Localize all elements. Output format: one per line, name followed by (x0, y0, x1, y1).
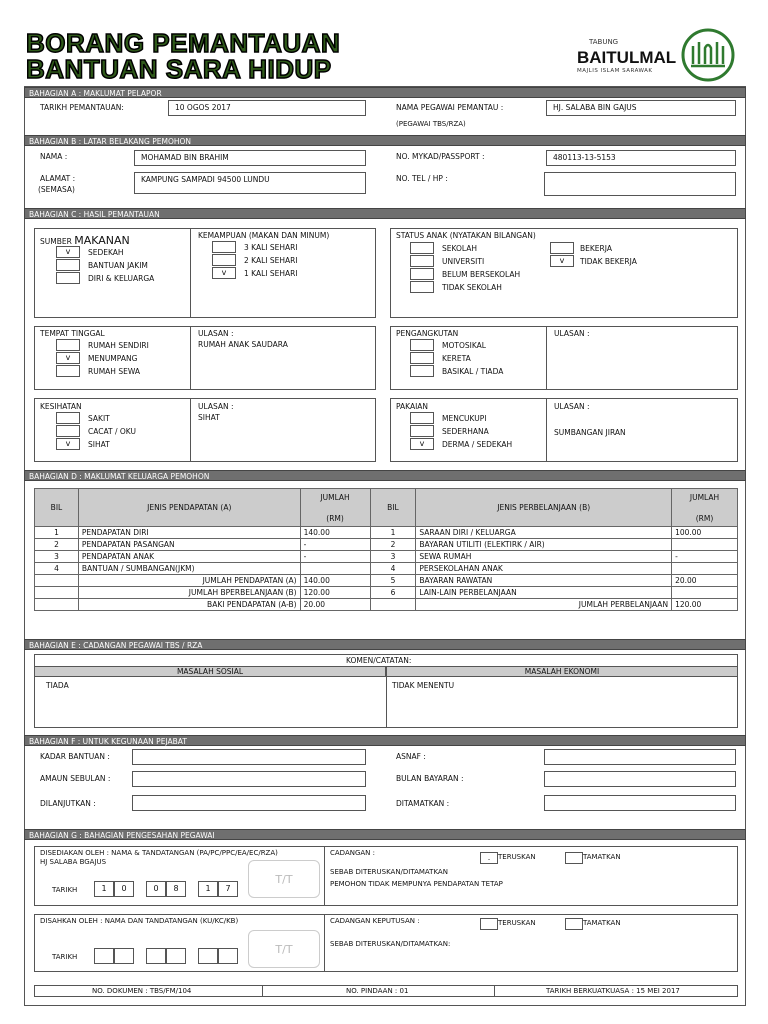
table-cell: PENDAPATAN PASANGAN (78, 539, 300, 551)
table-cell: 20.00 (300, 599, 370, 611)
amaun-field[interactable] (132, 771, 366, 787)
table-cell: 140.00 (300, 575, 370, 587)
mencukupi-checkbox[interactable] (410, 412, 434, 424)
rumah-sewa-label: RUMAH SEWA (88, 367, 140, 376)
komen-label: KOMEN/CATATAN: (346, 656, 412, 665)
cadangan-keputusan-label: CADANGAN KEPUTUSAN : (330, 917, 420, 925)
bekerja-label: BEKERJA (580, 244, 612, 253)
tamatkan-checkbox-2[interactable] (565, 918, 583, 930)
pakaian-ulasan: SUMBANGAN JIRAN (554, 428, 626, 437)
table-cell: 1 (370, 527, 416, 539)
cacat-label: CACAT / OKU (88, 427, 137, 436)
table-cell: SARAAN DIRI / KELUARGA (416, 527, 672, 539)
dilanjut-label: DILANJUTKAN : (40, 799, 96, 808)
pengangkutan-ulasan-label: ULASAN : (554, 329, 590, 338)
table-cell: 120.00 (672, 599, 738, 611)
2kali-label: 2 KALI SEHARI (244, 256, 298, 265)
table-cell: - (300, 551, 370, 563)
table-cell: LAIN-LAIN PERBELANJAAN (416, 587, 672, 599)
tempat-label: TEMPAT TINGGAL (40, 329, 105, 338)
nama-pegawai-field[interactable]: HJ. SALABA BIN GAJUS (546, 100, 736, 116)
diri-checkbox[interactable] (56, 272, 80, 284)
bulan-label: BULAN BAYARAN : (396, 774, 464, 783)
tidak-bekerja-checkbox[interactable]: v (550, 255, 574, 267)
sedekah-checkbox[interactable]: v (56, 246, 80, 258)
jumlah-b-header: JUMLAH (RM) (672, 489, 738, 527)
table-cell: BAKI PENDAPATAN (A-B) (78, 599, 300, 611)
divider (324, 914, 325, 972)
tamatkan-label-2: TAMATKAN (583, 919, 621, 927)
tamatkan-label-1: TAMATKAN (583, 853, 621, 861)
logo-top-text: TABUNG (589, 38, 619, 46)
tamatkan-checkbox-1[interactable] (565, 852, 583, 864)
table-cell: PENDAPATAN DIRI (78, 527, 300, 539)
kesihatan-label: KESIHATAN (40, 402, 82, 411)
rumah-sendiri-label: RUMAH SENDIRI (88, 341, 149, 350)
sekolah-label: SEKOLAH (442, 244, 478, 253)
table-cell: 3 (370, 551, 416, 563)
universiti-checkbox[interactable] (410, 255, 434, 267)
date-digit[interactable]: 8 (166, 881, 186, 897)
basikal-checkbox[interactable] (410, 365, 434, 377)
table-cell: 5 (370, 575, 416, 587)
1kali-checkbox[interactable]: v (212, 267, 236, 279)
teruskan-checkbox-1[interactable]: . (480, 852, 498, 864)
1kali-label: 1 KALI SEHARI (244, 269, 298, 278)
jakim-checkbox[interactable] (56, 259, 80, 271)
table-cell: JUMLAH PERBELANJAAN (416, 599, 672, 611)
teruskan-label-2: TERUSKAN (498, 919, 536, 927)
table-cell: 3 (35, 551, 79, 563)
menumpang-checkbox[interactable]: v (56, 352, 80, 364)
alamat-field[interactable]: KAMPUNG SAMPADI 94500 LUNDU (134, 172, 366, 194)
cadangan-label: CADANGAN : (330, 849, 376, 857)
table-row (35, 587, 738, 599)
section-g-header: BAHAGIAN G : BAHAGIAN PENGESAHAN PEGAWAI (24, 829, 746, 840)
no-pindaan: NO. PINDAAN : 01 (346, 987, 409, 995)
sederhana-label: SEDERHANA (442, 427, 489, 436)
divider (190, 326, 191, 390)
mencukupi-label: MENCUKUPI (442, 414, 487, 423)
divider (190, 398, 191, 462)
sederhana-checkbox[interactable] (410, 425, 434, 437)
divider (546, 398, 547, 462)
table-cell: 120.00 (300, 587, 370, 599)
sebab-label: SEBAB DITERUSKAN/DITAMATKAN (330, 868, 448, 876)
jakim-label: BANTUAN JAKIM (88, 261, 148, 270)
kesihatan-ulasan-label: ULASAN : (198, 402, 234, 411)
kereta-label: KERETA (442, 354, 471, 363)
table-cell: BAYARAN UTILITI (ELEKTIRK / AIR) (416, 539, 672, 551)
date-digit[interactable]: 7 (218, 881, 238, 897)
tarikh-label-1: TARIKH (52, 886, 78, 894)
asnaf-field[interactable] (544, 749, 736, 765)
date-digit[interactable] (166, 948, 186, 964)
sedekah-label: SEDEKAH (88, 248, 124, 257)
belum-checkbox[interactable] (410, 268, 434, 280)
jumlah-a-header: JUMLAH (RM) (300, 489, 370, 527)
table-cell: PERSEKOLAHAN ANAK (416, 563, 672, 575)
universiti-label: UNIVERSITI (442, 257, 485, 266)
table-cell: 140.00 (300, 527, 370, 539)
table-cell (672, 539, 738, 551)
nama-pegawai-label: NAMA PEGAWAI PEMANTAU : (396, 103, 504, 112)
table-cell: SEWA RUMAH (416, 551, 672, 563)
sekolah-checkbox[interactable] (410, 242, 434, 254)
derma-label: DERMA / SEDEKAH (442, 440, 513, 449)
asnaf-label: ASNAF : (396, 752, 426, 761)
table-cell: JUMLAH BPERBELANJAAN (B) (78, 587, 300, 599)
section-c-header: BAHAGIAN C : HASIL PEMANTAUAN (24, 208, 746, 219)
table-cell: PENDAPATAN ANAK (78, 551, 300, 563)
title-line-2: BANTUAN SARA HIDUP (26, 54, 332, 84)
tempat-ulasan: RUMAH ANAK SAUDARA (198, 340, 288, 349)
alamat-label: ALAMAT : (40, 174, 76, 183)
status-anak-label: STATUS ANAK (NYATAKAN BILANGAN) (396, 231, 536, 240)
tarikh-pemantauan-field[interactable]: 10 OGOS 2017 (168, 100, 366, 116)
bekerja-checkbox[interactable] (550, 242, 574, 254)
nama-field[interactable]: MOHAMAD BIN BRAHIM (134, 150, 366, 166)
logo-bottom-text: MAJLIS ISLAM SARAWAK (577, 68, 653, 74)
pendapatan-header: JENIS PENDAPATAN (A) (78, 489, 300, 527)
teruskan-label-1: TERUSKAN (498, 853, 536, 861)
ditamat-field[interactable] (544, 795, 736, 811)
cacat-checkbox[interactable] (56, 425, 80, 437)
sakit-checkbox[interactable] (56, 412, 80, 424)
basikal-label: BASIKAL / TIADA (442, 367, 504, 376)
mykad-field[interactable]: 480113-13-5153 (546, 150, 736, 166)
perbelanjaan-header: JENIS PERBELANJAAN (B) (416, 489, 672, 527)
bil2-header: BIL (370, 489, 416, 527)
table-cell: 4 (370, 563, 416, 575)
baitulmal-logo (575, 28, 737, 83)
masalah-ekonomi-header: MASALAH EKONOMI (386, 666, 738, 677)
bil-header: BIL (35, 489, 79, 527)
disediakan-label: DISEDIAKAN OLEH : NAMA & TANDATANGAN (PA/PC/PPC/EA/EC/RZA) (40, 849, 278, 857)
date-digit[interactable]: 0 (146, 881, 166, 897)
pengangkutan-label: PENGANGKUTAN (396, 329, 459, 338)
masalah-ekonomi-value: TIDAK MENENTU (392, 681, 455, 690)
table-row (35, 575, 738, 587)
table-cell: 6 (370, 587, 416, 599)
table-row (35, 539, 738, 551)
tidak-bekerja-label: TIDAK BEKERJA (580, 257, 637, 266)
tandatangan-box-1[interactable]: T/T (248, 860, 320, 898)
mykad-label: NO. MYKAD/PASSPORT : (396, 152, 485, 161)
divider (190, 228, 191, 318)
date-digit[interactable]: 1 (198, 881, 218, 897)
sihat-checkbox[interactable]: v (56, 438, 80, 450)
masalah-sosial-value: TIADA (46, 681, 69, 690)
tidak-sekolah-label: TIDAK SEKOLAH (442, 283, 502, 292)
disediakan-nama: HJ SALABA BGAJUS (40, 858, 107, 866)
alamat-sub-label: (SEMASA) (38, 185, 75, 194)
table-cell: - (672, 551, 738, 563)
masalah-sosial-header: MASALAH SOSIAL (34, 666, 386, 677)
disahkan-label: DISAHKAN OLEH : NAMA DAN TANDATANGAN (KU/KC/KB) (40, 917, 239, 925)
table-cell: JUMLAH PENDAPATAN (A) (78, 575, 300, 587)
kemampuan-label: KEMAMPUAN (MAKAN DAN MINUM) (198, 231, 330, 240)
table-row (35, 551, 738, 563)
table-cell (35, 575, 79, 587)
date-digit[interactable] (94, 948, 114, 964)
baitulmal-emblem-icon (679, 28, 737, 83)
kesihatan-ulasan: SIHAT (198, 413, 220, 422)
sebab2-label: SEBAB DITERUSKAN/DITAMATKAN: (330, 940, 451, 948)
divider (494, 985, 495, 997)
2kali-checkbox[interactable] (212, 254, 236, 266)
tidak-sekolah-checkbox[interactable] (410, 281, 434, 293)
sebab-value: PEMOHON TIDAK MEMPUNYA PENDAPATAN TETAP (330, 880, 503, 888)
table-cell (35, 587, 79, 599)
table-row (35, 527, 738, 539)
date-digit[interactable] (218, 948, 238, 964)
section-f-header: BAHAGIAN F : UNTUK KEGUNAAN PEJABAT (24, 735, 746, 746)
motosikal-checkbox[interactable] (410, 339, 434, 351)
section-e-header: BAHAGIAN E : CADANGAN PEGAWAI TBS / RZA (24, 639, 746, 650)
divider (546, 326, 547, 390)
tandatangan-box-2[interactable]: T/T (248, 930, 320, 968)
tarikh-label-2: TARIKH (52, 953, 78, 961)
rumah-sendiri-checkbox[interactable] (56, 339, 80, 351)
tarikh-berkuatkuasa: TARIKH BERKUATKUASA : 15 MEI 2017 (546, 987, 680, 995)
date-digit[interactable] (198, 948, 218, 964)
tel-field[interactable] (544, 172, 736, 196)
dilanjut-field[interactable] (132, 795, 366, 811)
table-cell: BANTUAN / SUMBANGAN(JKM) (78, 563, 300, 575)
ditamat-label: DITAMATKAN : (396, 799, 450, 808)
tarikh-pemantauan-label: TARIKH PEMANTAUAN: (40, 103, 124, 112)
bulan-field[interactable] (544, 771, 736, 787)
teruskan-checkbox-2[interactable] (480, 918, 498, 930)
kereta-checkbox[interactable] (410, 352, 434, 364)
kadar-label: KADAR BANTUAN : (40, 752, 110, 761)
date-digit[interactable] (114, 948, 134, 964)
table-cell: 2 (370, 539, 416, 551)
tempat-ulasan-label: ULASAN : (198, 329, 234, 338)
3kali-label: 3 KALI SEHARI (244, 243, 298, 252)
table-cell: BAYARAN RAWATAN (416, 575, 672, 587)
title-line-1: BORANG PEMANTAUAN (26, 28, 341, 58)
diri-label: DIRI & KELUARGA (88, 274, 155, 283)
date-digit[interactable] (146, 948, 166, 964)
menumpang-label: MENUMPANG (88, 354, 138, 363)
table-row (35, 563, 738, 575)
table-cell (300, 563, 370, 575)
table-cell: 1 (35, 527, 79, 539)
divider (324, 846, 325, 906)
date-digit[interactable]: 1 (94, 881, 114, 897)
table-cell: 2 (35, 539, 79, 551)
table-cell (672, 563, 738, 575)
rumah-sewa-checkbox[interactable] (56, 365, 80, 377)
table-cell (672, 587, 738, 599)
table-cell: 4 (35, 563, 79, 575)
pakaian-label: PAKAIAN (396, 402, 429, 411)
amaun-label: AMAUN SEBULAN : (40, 774, 111, 783)
kewangan-table (34, 488, 738, 611)
form-title (26, 30, 340, 82)
sihat-label: SIHAT (88, 440, 110, 449)
pegawai-sub-label: (PEGAWAI TBS/RZA) (396, 120, 466, 128)
table-cell: 20.00 (672, 575, 738, 587)
tel-label: NO. TEL / HP : (396, 174, 448, 183)
sumber-label: SUMBER MAKANAN (40, 234, 130, 247)
divider (386, 677, 387, 728)
section-a-header: BAHAGIAN A : MAKLUMAT PELAPOR (24, 87, 746, 98)
section-d-header: BAHAGIAN D : MAKLUMAT KELUARGA PEMOHON (24, 470, 746, 481)
nama-label: NAMA : (40, 152, 68, 161)
3kali-checkbox[interactable] (212, 241, 236, 253)
table-cell (35, 599, 79, 611)
motosikal-label: MOTOSIKAL (442, 341, 486, 350)
belum-label: BELUM BERSEKOLAH (442, 270, 521, 279)
table-cell: 100.00 (672, 527, 738, 539)
table-row (35, 599, 738, 611)
divider (262, 985, 263, 997)
no-dokumen: NO. DOKUMEN : TBS/FM/104 (92, 987, 192, 995)
sakit-label: SAKIT (88, 414, 110, 423)
table-cell: - (300, 539, 370, 551)
pakaian-ulasan-label: ULASAN : (554, 402, 590, 411)
date-digit[interactable]: 0 (114, 881, 134, 897)
table-cell (370, 599, 416, 611)
derma-checkbox[interactable]: v (410, 438, 434, 450)
kadar-field[interactable] (132, 749, 366, 765)
logo-main-text: BAITULMAL (577, 48, 677, 67)
section-b-header: BAHAGIAN B : LATAR BELAKANG PEMOHON (24, 135, 746, 146)
